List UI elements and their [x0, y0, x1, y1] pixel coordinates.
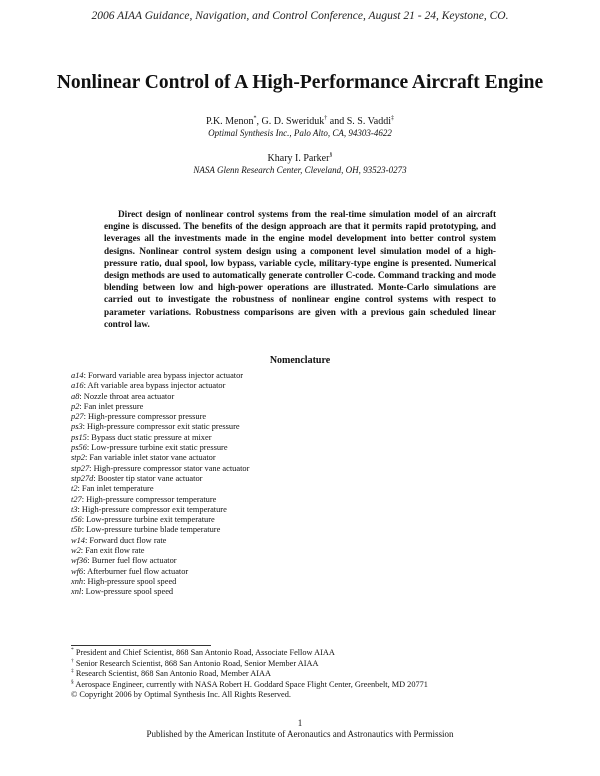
second-affiliation: NASA Glenn Research Center, Cleveland, OH, 93523-0273 [193, 165, 407, 175]
nomenclature-description: : Afterburner fuel flow actuator [83, 566, 189, 576]
abstract-text: Direct design of nonlinear control systems from the real-time simulation model of an aircraft engine is discussed. The benefits of the design approach are that it permits rapid prototyping, and leverages all the investments made in the engine model development into better control system designs. Nonlinear control system design using a component level simulation model of a high-pressure ratio, dual spool, low bypass, variable cycle, military-type engine is presented. Numerical design methods are used to automatically generate controller C-code. Command tracking and mode blending between low and high-power operations are illustrated. Monte-Carlo simulations are carried out to investigate the robustness of nonlinear engine control systems with respect to parameter variations. Robustness comparisons are given with a previous gain scheduled linear control law. [104, 209, 496, 329]
nomenclature-item [71, 495, 511, 505]
nomenclature-symbol: w2 [71, 546, 81, 556]
nomenclature-description: : Bypass duct static pressure at mixer [86, 432, 212, 442]
nomenclature-heading: Nomenclature [269, 355, 331, 366]
nomenclature-item [71, 546, 511, 556]
nomenclature-item [71, 412, 511, 422]
nomenclature-item [71, 381, 511, 391]
footnote-mark: † [71, 657, 74, 664]
nomenclature-symbol: t27 [71, 494, 82, 504]
copyright-notice: © Copyright 2006 by Optimal Synthesis Inc. All Rights Reserved. [71, 690, 291, 699]
nomenclature-item [71, 474, 511, 484]
abstract [104, 208, 496, 330]
footnote [71, 648, 541, 659]
nomenclature-symbol: ps15 [71, 432, 87, 442]
nomenclature-symbol: a14 [71, 371, 84, 380]
nomenclature-symbol: ps56 [71, 443, 87, 453]
nomenclature-symbol: stp27 [71, 463, 90, 473]
footnote [71, 680, 541, 691]
footnote-divider [71, 645, 211, 646]
nomenclature-symbol: t2 [71, 484, 78, 494]
nomenclature-item [71, 515, 511, 525]
nomenclature-symbol: ps3 [71, 422, 83, 432]
nomenclature-item [71, 371, 511, 381]
nomenclature-item [71, 392, 511, 402]
nomenclature-symbol: wf36 [71, 556, 88, 566]
nomenclature-list [71, 371, 511, 598]
nomenclature-description: : Low-pressure turbine exit temperature [81, 515, 215, 525]
nomenclature-description: : High-pressure compressor exit temperature [77, 504, 227, 514]
publisher-footer: Published by the American Institute of Aeronautics and Astronautics with Permission [146, 729, 454, 739]
footnote-mark: * [71, 647, 74, 654]
author-name: P.K. Menon [205, 116, 254, 127]
nomenclature-item [71, 443, 511, 453]
nomenclature-symbol: stp2 [71, 453, 85, 463]
nomenclature-description: : Low-pressure turbine exit static pressure [86, 443, 228, 453]
nomenclature-symbol: xnl [71, 587, 82, 597]
nomenclature-description: : Booster tip stator vane actuator [93, 473, 203, 483]
nomenclature-item [71, 422, 511, 432]
nomenclature-symbol: wf6 [71, 566, 84, 576]
nomenclature-description: : High-pressure compressor pressure [83, 412, 207, 422]
nomenclature-description: : Fan variable inlet stator vane actuator [84, 453, 216, 463]
footnote-text: Senior Research Scientist, 868 San Antonio Road, Senior Member AIAA [73, 658, 319, 668]
nomenclature-item [71, 402, 511, 412]
author-line [0, 116, 600, 127]
nomenclature-symbol: t3 [71, 504, 78, 514]
nomenclature-description: : High-pressure compressor temperature [81, 494, 217, 504]
nomenclature-symbol: stp27d [71, 473, 94, 483]
nomenclature-description: : Burner fuel flow actuator [87, 556, 177, 566]
nomenclature-description: : Fan exit flow rate [80, 546, 145, 556]
author-separator: , [256, 116, 262, 127]
footnote-text: Research Scientist, 868 San Antonio Road, Member AIAA [73, 669, 272, 678]
nomenclature-symbol: a8 [71, 391, 80, 401]
nomenclature-item [71, 464, 511, 474]
nomenclature-description: : Forward duct flow rate [84, 535, 167, 545]
affiliation: Optimal Synthesis Inc., Palo Alto, CA, 94303-4622 [208, 128, 392, 138]
nomenclature-symbol: a16 [71, 381, 84, 391]
paper-title: Nonlinear Control of A High-Performance Aircraft Engine [56, 72, 544, 93]
nomenclature-description: : Low-pressure spool speed [81, 587, 174, 597]
nomenclature-description: : Low-pressure turbine blade temperature [81, 525, 221, 535]
page-number: 1 [297, 718, 303, 728]
nomenclature-symbol: t5b [71, 525, 82, 535]
nomenclature-item [71, 567, 511, 577]
nomenclature-symbol: p2 [71, 401, 80, 411]
nomenclature-item [71, 577, 511, 587]
footnote [71, 659, 541, 670]
nomenclature-item [71, 525, 511, 535]
nomenclature-description: : High-pressure compressor exit static pressure [82, 422, 240, 432]
footnote-text: Aerospace Engineer, currently with NASA Robert H. Goddard Space Flight Center, Greenbelt, MD 20771 [73, 679, 428, 689]
nomenclature-symbol: xnh [71, 576, 84, 586]
footnote-list [71, 648, 541, 701]
author-mark: * [253, 115, 257, 122]
nomenclature-item [71, 587, 511, 597]
conference-header: 2006 AIAA Guidance, Navigation, and Control Conference, August 21 - 24, Keystone, CO. [91, 10, 509, 22]
nomenclature-symbol: w14 [71, 535, 85, 545]
nomenclature-description: : Fan inlet pressure [79, 401, 144, 411]
nomenclature-item [71, 536, 511, 546]
nomenclature-description: : Aft variable area bypass injector actuator [83, 381, 226, 391]
footnote [71, 669, 541, 680]
nomenclature-item [71, 484, 511, 494]
author-name: G. D. Sweriduk [261, 116, 325, 127]
nomenclature-item [71, 433, 511, 443]
nomenclature-item [71, 556, 511, 566]
nomenclature-symbol: t56 [71, 515, 82, 525]
author-mark: ‡ [391, 115, 395, 122]
nomenclature-description: : Fan inlet temperature [77, 484, 154, 494]
nomenclature-description: : Nozzle throat area actuator [79, 391, 175, 401]
author-mark: § [329, 152, 333, 159]
footnote-mark: ‡ [71, 668, 74, 675]
author-mark: † [324, 115, 328, 122]
nomenclature-item [71, 453, 511, 463]
author-name: Khary I. Parker [267, 153, 330, 164]
footnote-text: President and Chief Scientist, 868 San Antonio Road, Associate Fellow AIAA [73, 648, 335, 657]
nomenclature-item [71, 505, 511, 515]
nomenclature-description: : High-pressure compressor stator vane actuator [89, 463, 250, 473]
nomenclature-symbol: p27 [71, 412, 84, 422]
author-separator: and [327, 116, 347, 127]
author-name: S. S. Vaddi [346, 116, 392, 127]
footnote-mark: § [71, 678, 74, 685]
nomenclature-description: : High-pressure spool speed [83, 576, 177, 586]
nomenclature-description: : Forward variable area bypass injector actuator [83, 371, 244, 380]
second-author-line [0, 153, 600, 164]
